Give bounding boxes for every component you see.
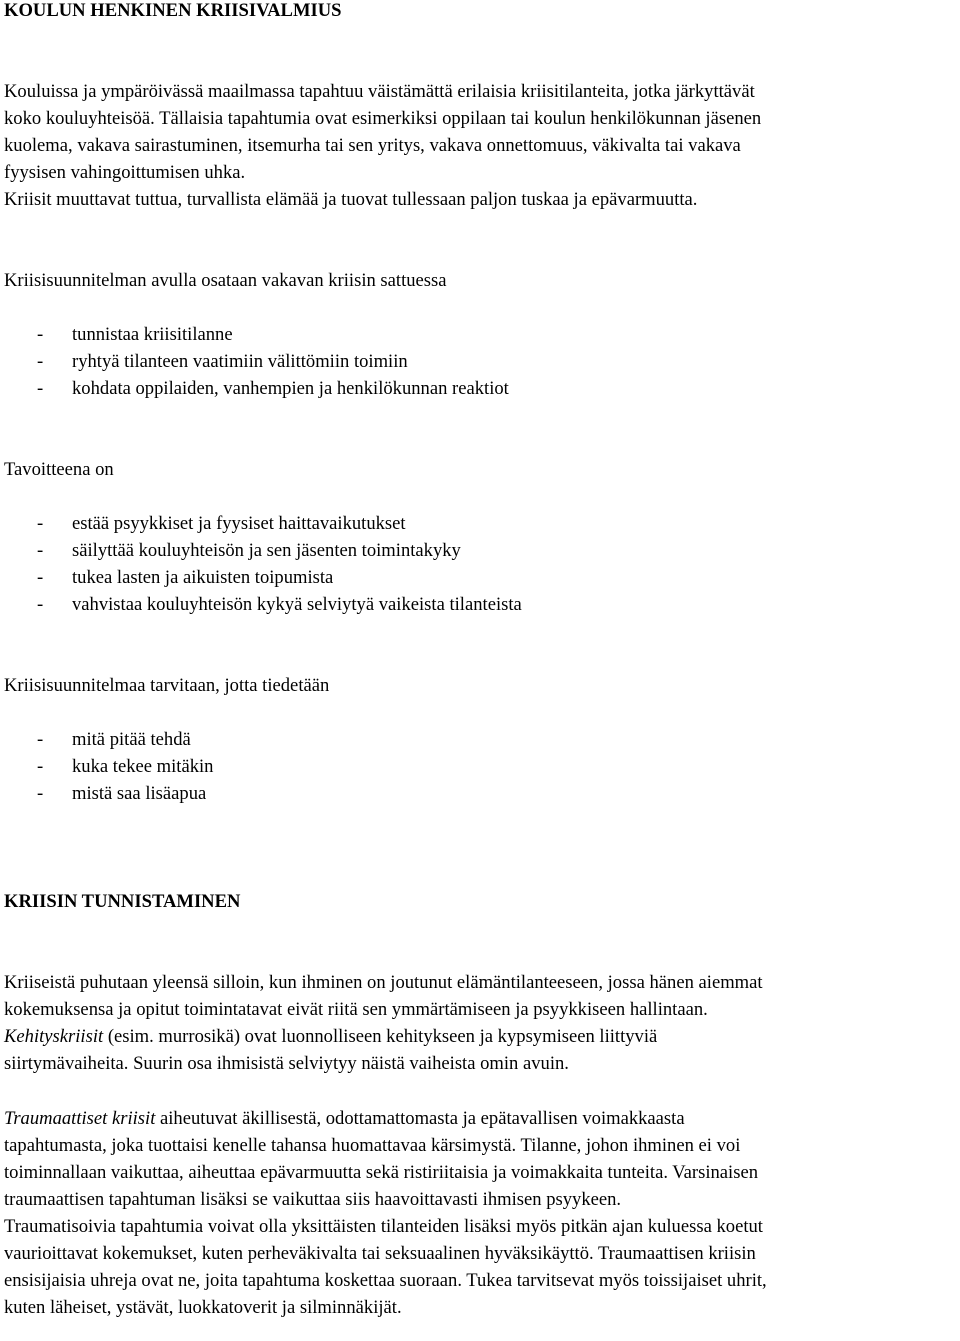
paragraph-line: Kriiseistä puhutaan yleensä silloin, kun ihminen on joutunut elämäntilanteeseen, jossa hänen aiemmat bbox=[4, 972, 763, 993]
spacer bbox=[4, 807, 956, 888]
plan-list bbox=[4, 321, 956, 402]
list-item bbox=[4, 780, 956, 807]
paragraph-line: siirtymävaiheita. Suurin osa ihmisistä selviytyy näistä vaiheista omin avuin. bbox=[4, 1053, 569, 1074]
term-kehityskriisit: Kehityskriisit bbox=[4, 1026, 104, 1047]
paragraph-text: (esim. murrosikä) ovat luonnolliseen kehitykseen ja kypsymiseen liittyviä bbox=[103, 1026, 658, 1047]
dash-bullet: - bbox=[37, 594, 44, 615]
spacer bbox=[4, 699, 956, 726]
intro-line: koko kouluyhteisöä. Tällaisia tapahtumia ovat esimerkiksi oppilaan tai koulun henkilökunnan jäsenen bbox=[4, 108, 762, 129]
dash-bullet: - bbox=[37, 783, 44, 804]
list-item bbox=[4, 321, 956, 348]
dash-bullet: - bbox=[37, 378, 44, 399]
plan-lead: Kriisisuunnitelman avulla osataan vakavan kriisin sattuessa bbox=[4, 270, 447, 291]
goals-lead: Tavoitteena on bbox=[4, 459, 114, 480]
needed-list bbox=[4, 726, 956, 807]
spacer bbox=[4, 915, 956, 969]
list-item-text: kohdata oppilaiden, vanhempien ja henkilökunnan reaktiot bbox=[72, 378, 509, 399]
list-item-text: tunnistaa kriisitilanne bbox=[72, 324, 233, 345]
spacer bbox=[4, 213, 956, 267]
list-item-text: mistä saa lisäapua bbox=[72, 783, 207, 804]
trauma-paragraph bbox=[4, 1105, 956, 1321]
paragraph-line: Traumatisoivia tapahtumia voivat olla yksittäisten tilanteiden lisäksi myös pitkän ajan kuluessa koetut bbox=[4, 1216, 763, 1237]
term-traumaattiset-kriisit: Traumaattiset kriisit bbox=[4, 1108, 156, 1129]
dash-bullet: - bbox=[37, 567, 44, 588]
list-item-text: vahvistaa kouluyhteisön kykyä selviytyä vaikeista tilanteista bbox=[72, 594, 522, 615]
dash-bullet: - bbox=[37, 513, 44, 534]
list-item-text: estää psyykkiset ja fyysiset haittavaikutukset bbox=[72, 513, 406, 534]
paragraph-text: aiheutuvat äkillisestä, odottamattomasta ja epätavallisen voimakkaasta bbox=[155, 1108, 685, 1129]
spacer bbox=[4, 1077, 956, 1105]
list-item bbox=[4, 537, 956, 564]
list-item-text: tukea lasten ja aikuisten toipumista bbox=[72, 567, 334, 588]
intro-line: Kriisit muuttavat tuttua, turvallista elämää ja tuovat tullessaan paljon tuskaa ja epävarmuutta. bbox=[4, 189, 698, 210]
paragraph-line bbox=[4, 1023, 956, 1050]
needed-lead: Kriisisuunnitelmaa tarvitaan, jotta tiedetään bbox=[4, 675, 330, 696]
section-title: KRIISIN TUNNISTAMINEN bbox=[4, 891, 241, 912]
list-item bbox=[4, 726, 956, 753]
dash-bullet: - bbox=[37, 324, 44, 345]
dash-bullet: - bbox=[37, 729, 44, 750]
spacer bbox=[4, 402, 956, 456]
paragraph-line: toiminnallaan vaikuttaa, aiheuttaa epävarmuutta sekä ristiriitaisia ja voimakkaita tunteita. Varsinaisen bbox=[4, 1162, 758, 1183]
list-item-text: mitä pitää tehdä bbox=[72, 729, 191, 750]
dash-bullet: - bbox=[37, 351, 44, 372]
paragraph-line: ensisijaisia uhreja ovat ne, joita tapahtuma koskettaa suoraan. Tukea tarvitsevat myös toissijaiset uhrit, bbox=[4, 1270, 767, 1291]
dash-bullet: - bbox=[37, 756, 44, 777]
list-item bbox=[4, 753, 956, 780]
list-item-text: säilyttää kouluyhteisön ja sen jäsenten toimintakyky bbox=[72, 540, 461, 561]
spacer bbox=[4, 483, 956, 510]
spacer bbox=[4, 24, 956, 78]
paragraph-line: kuten läheiset, ystävät, luokkatoverit ja silminnäkijät. bbox=[4, 1297, 402, 1318]
paragraph-line bbox=[4, 1105, 956, 1132]
goals-list bbox=[4, 510, 956, 618]
recognition-paragraph bbox=[4, 969, 956, 1077]
paragraph-line: vaurioittavat kokemukset, kuten perheväkivalta tai seksuaalinen hyväksikäyttö. Traumaattisen kriisin bbox=[4, 1243, 756, 1264]
list-item bbox=[4, 591, 956, 618]
list-item-text: ryhtyä tilanteen vaatimiin välittömiin toimiin bbox=[72, 351, 408, 372]
list-item bbox=[4, 348, 956, 375]
paragraph-line: traumaattisen tapahtuman lisäksi se vaikuttaa siis haavoittavasti ihmisen psyykeen. bbox=[4, 1189, 622, 1210]
paragraph-line: kokemuksensa ja opitut toimintatavat eivät riitä sen ymmärtämiseen ja psyykkiseen hallintaan. bbox=[4, 999, 708, 1020]
spacer bbox=[4, 618, 956, 672]
intro-line: fyysisen vahingoittumisen uhka. bbox=[4, 162, 246, 183]
intro-line: kuolema, vakava sairastuminen, itsemurha tai sen yritys, vakava onnettomuus, väkivalta tai vakava bbox=[4, 135, 741, 156]
paragraph-line: tapahtumasta, joka tuottaisi kenelle tahansa huomattavaa kärsimystä. Tilanne, johon ihminen ei voi bbox=[4, 1135, 741, 1156]
list-item bbox=[4, 510, 956, 537]
list-item-text: kuka tekee mitäkin bbox=[72, 756, 214, 777]
dash-bullet: - bbox=[37, 540, 44, 561]
list-item bbox=[4, 375, 956, 402]
spacer bbox=[4, 294, 956, 321]
list-item bbox=[4, 564, 956, 591]
document-page bbox=[4, 0, 956, 1321]
intro-line: Kouluissa ja ympäröivässä maailmassa tapahtuu väistämättä erilaisia kriisitilanteita, jotka järkyttävät bbox=[4, 81, 755, 102]
page-title: KOULUN HENKINEN KRIISIVALMIUS bbox=[4, 0, 342, 21]
intro-paragraph bbox=[4, 78, 956, 213]
